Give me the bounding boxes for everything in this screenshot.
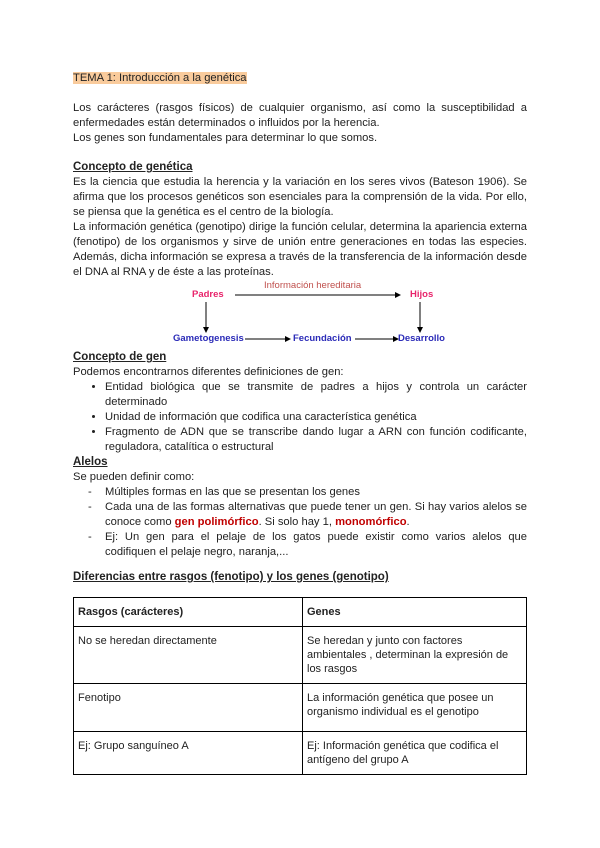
diagram-fecundacion: Fecundación — [293, 333, 352, 344]
column-header: Genes — [303, 598, 527, 627]
list-item: • Entidad biológica que se transmite de padres a hijos y controla un carácter determinado — [105, 380, 527, 410]
term-monomorfico: monomórfico — [335, 516, 407, 528]
list-item: • Unidad de información que codifica una característica genética — [105, 410, 527, 425]
list-item: • Fragmento de ADN que se transcribe dando lugar a ARN con función codificante, reguladora, catalítica o estructural — [105, 425, 527, 455]
table-row — [74, 627, 527, 684]
diagram-desarrollo: Desarrollo — [398, 333, 445, 344]
list-item: - Múltiples formas en las que se presentan los genes — [105, 485, 527, 500]
table-row — [74, 684, 527, 732]
diagram-gametogenesis: Gametogenesis — [173, 333, 244, 344]
list-item: - Ej: Un gen para el pelaje de los gatos puede existir como varios alelos que codifiquen el pelaje negro, naranja,... — [105, 530, 527, 560]
intro-paragraph: Los genes son fundamentales para determinar lo que somos. — [73, 132, 378, 144]
title-block — [73, 71, 527, 86]
table-cell: Se heredan y junto con factores ambientales , determinan la expresión de los rasgos — [303, 627, 527, 684]
paragraph: Podemos encontrarnos diferentes definiciones de gen: — [73, 366, 344, 378]
table-cell: No se heredan directamente — [74, 627, 303, 684]
table-cell: La información genética que posee un organismo individual es el genotipo — [303, 684, 527, 732]
table-cell: Ej: Grupo sanguíneo A — [74, 732, 303, 775]
column-header: Rasgos (carácteres) — [74, 598, 303, 627]
section-heading: Alelos — [73, 456, 108, 468]
intro — [73, 101, 527, 146]
genetica-section — [73, 160, 527, 280]
paragraph: La información genética (genotipo) dirige la función celular, determina la apariencia externa (fenotipo) de los organismos y sirve de unión entre generaciones en todas las especies. Además, dicha información se expresa a través de la transferencia de la información desde el DNA al RNA y de éste a las proteínas. — [73, 221, 527, 278]
term-polimorfico: gen polimórfico — [174, 516, 259, 528]
section-heading: Concepto de gen — [73, 351, 167, 363]
document-title: TEMA 1: Introducción a la genética — [73, 72, 247, 84]
section-heading: Diferencias entre rasgos (fenotipo) y los genes (genotipo) — [73, 571, 389, 583]
text: . Si solo hay 1, — [258, 516, 336, 528]
gen-section — [73, 350, 527, 560]
table-cell: Fenotipo — [74, 684, 303, 732]
table-row — [74, 732, 527, 775]
comparison-table — [73, 597, 527, 775]
diferencias-heading-block — [73, 570, 527, 585]
diagram-hijos: Hijos — [410, 289, 434, 300]
text: . — [406, 516, 410, 528]
diagram-padres: Padres — [192, 289, 224, 300]
section-heading: Concepto de genética — [73, 161, 193, 173]
table-header-row — [74, 598, 527, 627]
text: Cada una de las formas alternativas que puede tener un gen. Si hay varios alelos se conoce como — [105, 501, 527, 528]
diagram-info: Información hereditaria — [264, 280, 362, 291]
table-cell: Ej: Información genética que codifica el antígeno del grupo A — [303, 732, 527, 775]
heredity-diagram — [160, 277, 460, 352]
paragraph: Se pueden definir como: — [73, 471, 195, 483]
intro-paragraph: Los carácteres (rasgos físicos) de cualquier organismo, así como la susceptibilidad a enfermedades están determinados o influidos por la herencia. — [73, 102, 527, 129]
list-item — [105, 500, 527, 530]
paragraph: Es la ciencia que estudia la herencia y la variación en los seres vivos (Bateson 1906). Se afirma que los procesos genéticos son esenciales para la comprensión de la vida. Por ello, se piensa que la genética es el centro de la biología. — [73, 176, 527, 218]
